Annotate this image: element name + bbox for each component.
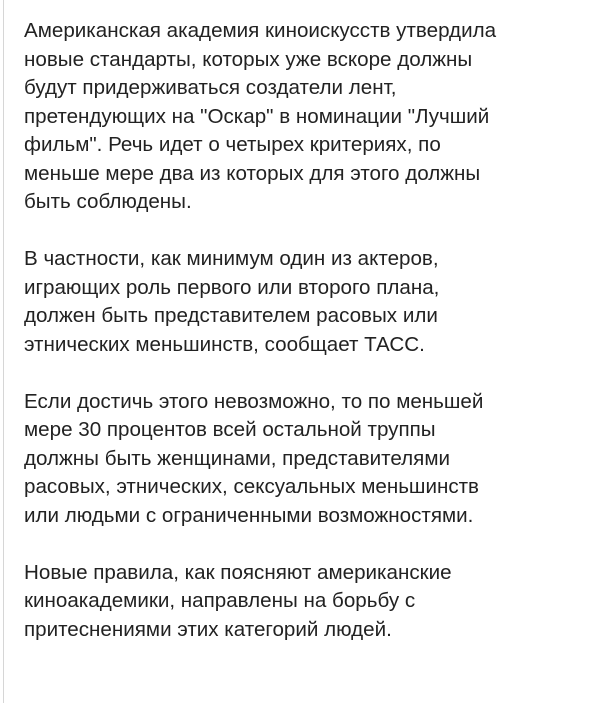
left-border-divider (3, 0, 4, 703)
article-paragraph-3: Если достичь этого невозможно, то по меньшей мере 30 процентов всей остальной труппы должны быть женщинами, представителями расовых, этнических, сексуальных меньшинств или людьми с ограниченными возможностями. (24, 389, 484, 527)
article-paragraph-2: В частности, как минимум один из актеров, играющих роль первого или второго плана, должен быть представителем расовых или этнических меньшинств, сообщает ТАСС. (24, 247, 440, 356)
article-body (24, 17, 586, 644)
article-paragraph-4: Новые правила, как поясняют американские киноакадемики, направлены на борьбу с притеснениями этих категорий людей. (24, 560, 452, 641)
article-paragraph-1: Американская академия киноискусств утвердила новые стандарты, которых уже вскоре должны будут придерживаться создатели лент, претендующих на "Оскар" в номинации "Лучший фильм". Речь идет о четырех критериях, по меньше мере два из которых для этого должны быть соблюдены. (24, 19, 497, 213)
